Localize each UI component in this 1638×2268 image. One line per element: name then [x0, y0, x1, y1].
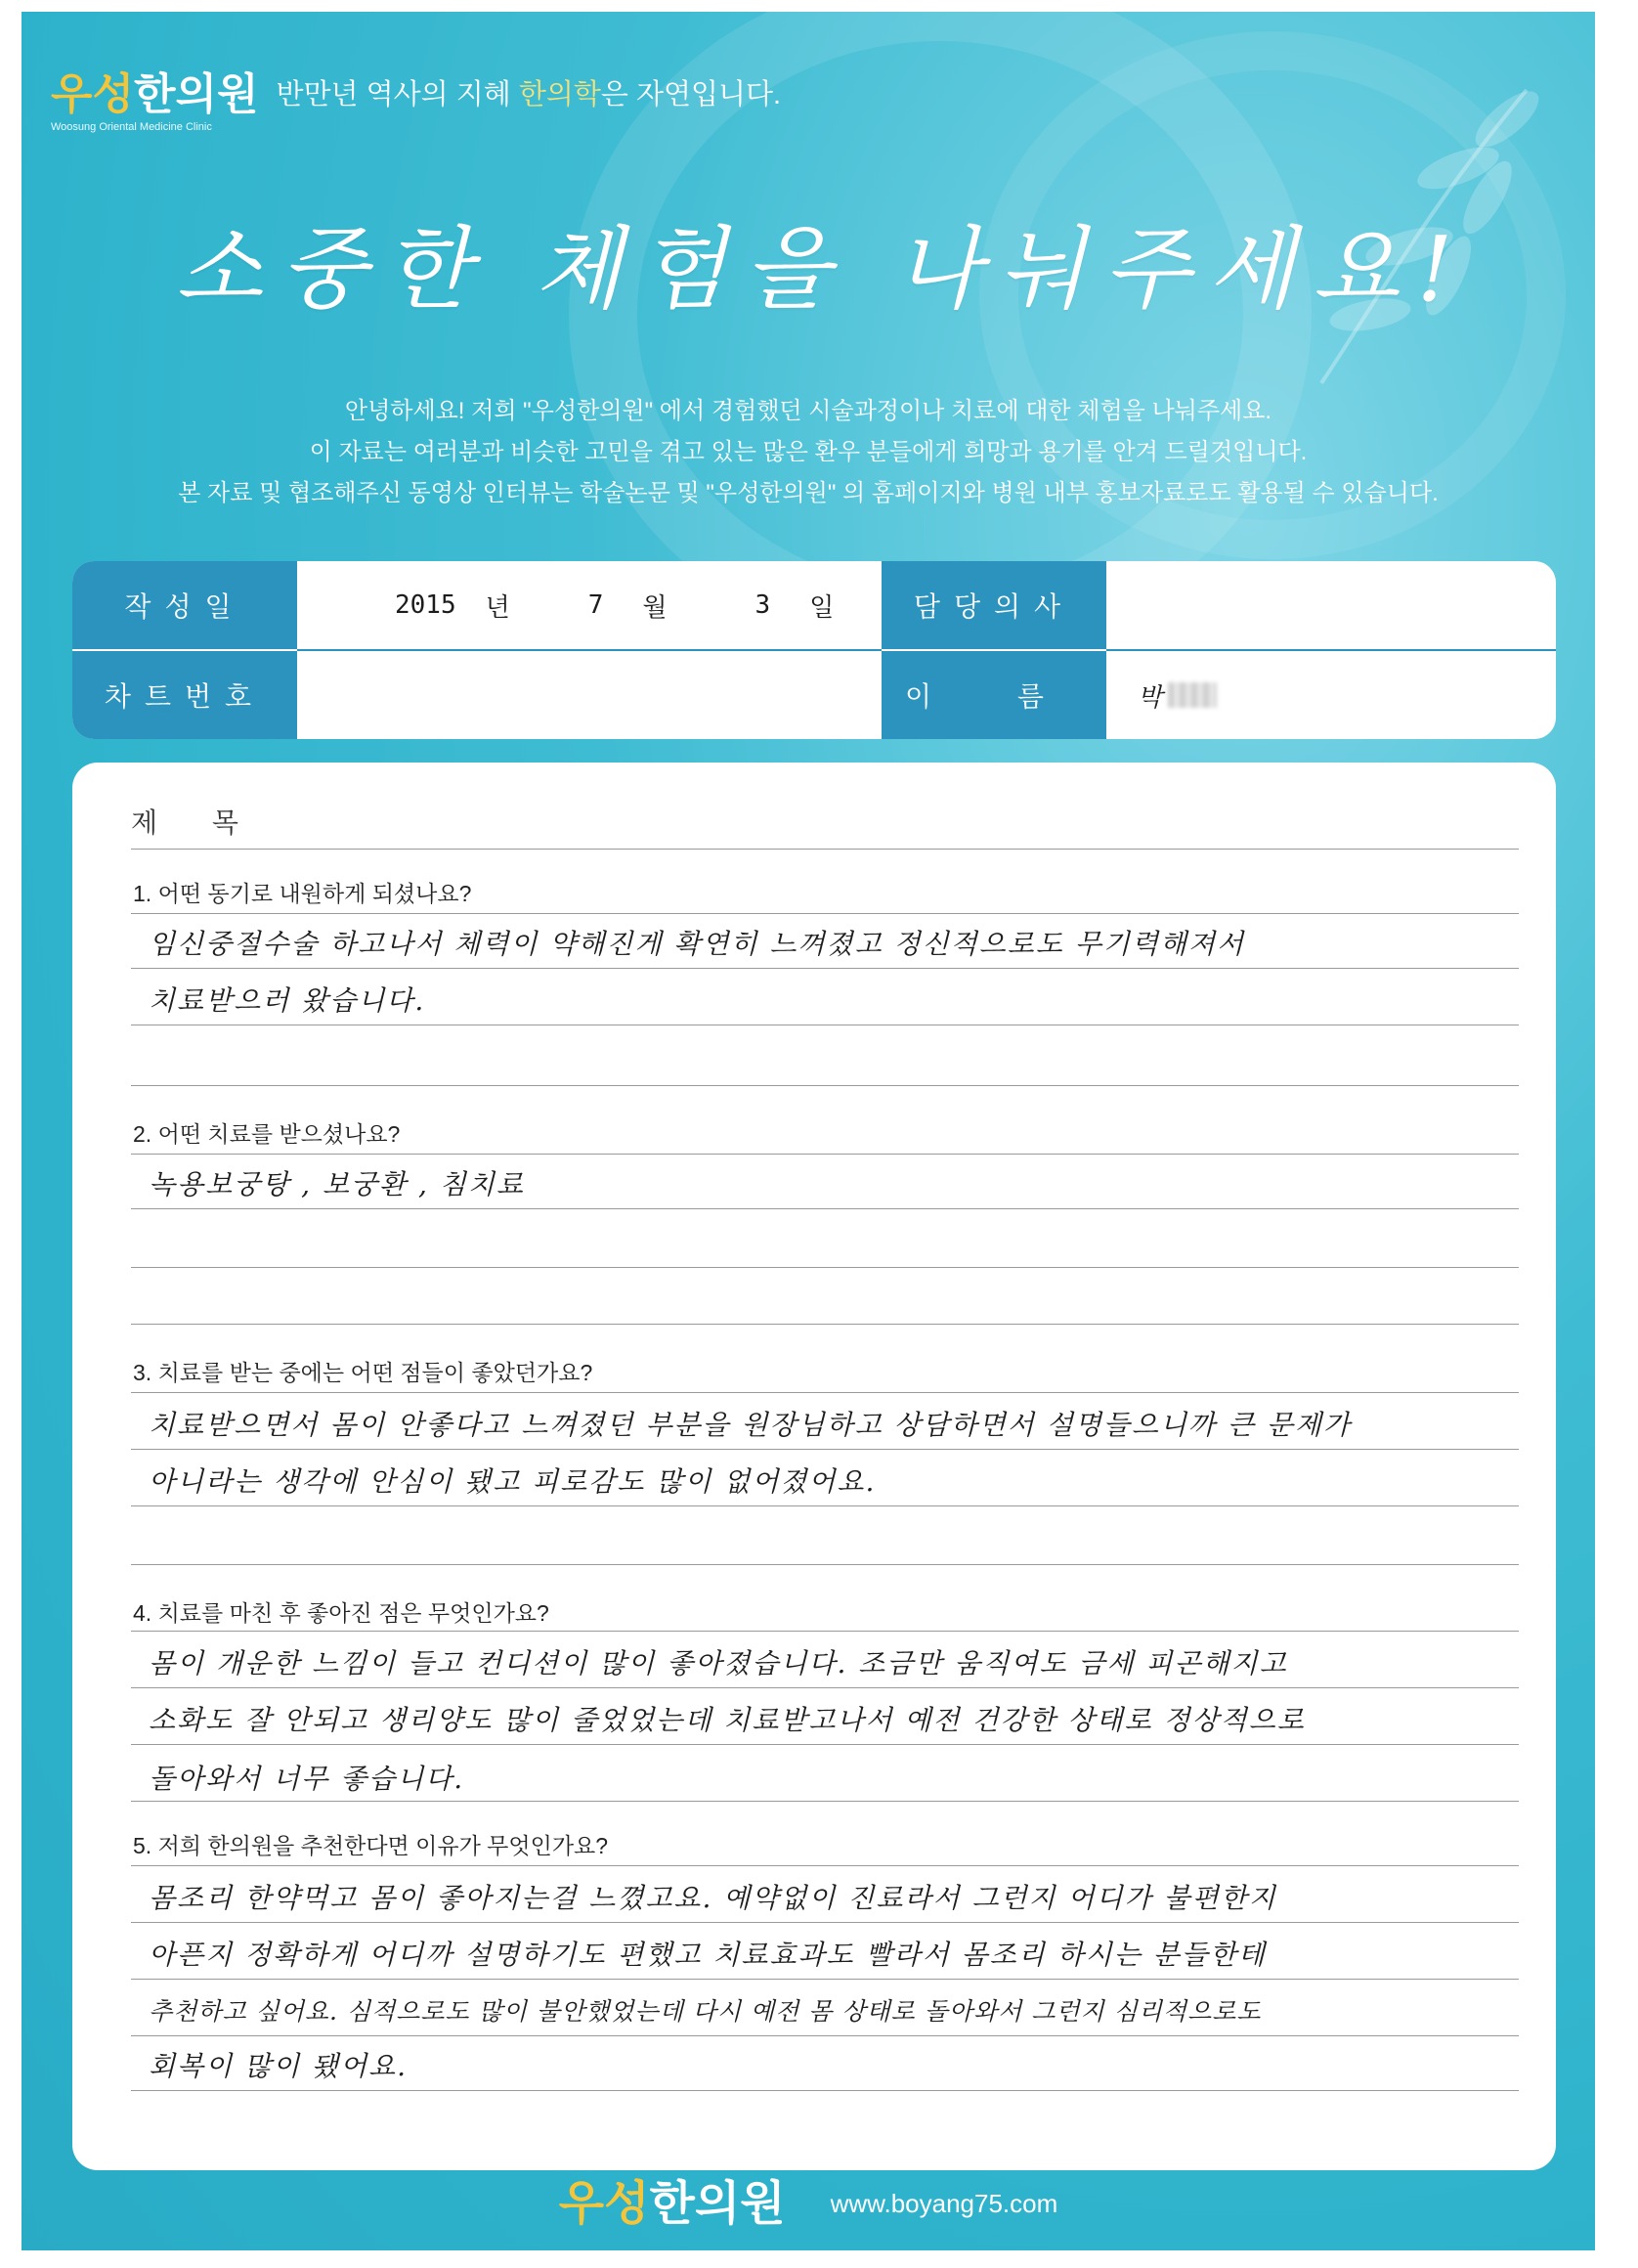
date-field[interactable]: [395, 583, 834, 628]
ruled-line: [131, 1449, 1519, 1450]
date-year: 2015: [395, 590, 456, 620]
ruled-line: [131, 1631, 1519, 1632]
ruled-line: [131, 1865, 1519, 1866]
header: [51, 69, 782, 119]
ruled-line: [131, 1505, 1519, 1506]
answer-5-line-1[interactable]: 몸조리 한약먹고 몸이 좋아지는걸 느꼈고요. 예약없이 진료라서 그런지 어디가 불편한지: [149, 1882, 1277, 1914]
slogan-accent: 한의학: [518, 79, 601, 110]
slogan: [277, 72, 782, 116]
logo-subtitle: Woosung Oriental Medicine Clinic: [51, 121, 212, 133]
logo-main-text: 한의원: [649, 2176, 786, 2231]
questionnaire-panel: [72, 763, 1556, 2170]
ruled-line: [131, 1564, 1519, 1565]
name-value: 박: [1138, 682, 1163, 713]
ruled-line: [131, 1801, 1519, 1802]
footer-logo: [558, 2176, 786, 2231]
slogan-part: 반만년 역사의 지혜: [276, 79, 519, 110]
intro-line: 본 자료 및 협조해주신 동영상 인터뷰는 학술논문 및 "우성한의원" 의 홈페이지와 병원 내부 홍보자료로도 활용될 수 있습니다.: [178, 480, 1439, 506]
question-1: 1. 어떤 동기로 내원하게 되셨나요?: [133, 881, 472, 906]
date-label: 작성일: [72, 561, 297, 649]
date-month: 7: [587, 590, 604, 620]
question-3: 3. 치료를 받는 중에는 어떤 점들이 좋았던가요?: [133, 1360, 593, 1385]
name-label: 이 름: [882, 651, 1106, 739]
ruled-line: [131, 1979, 1519, 1980]
intro-text: [80, 391, 1536, 514]
answer-3-line-1[interactable]: 치료받으면서 몸이 안좋다고 느껴졌던 부분을 원장님하고 상담하면서 설명들으니까 큰 문제가: [149, 1409, 1352, 1441]
answer-4-line-1[interactable]: 몸이 개운한 느낌이 들고 컨디션이 많이 좋아졌습니다. 조금만 움직여도 금세 피곤해지고: [149, 1647, 1288, 1679]
info-table: [72, 561, 1556, 739]
year-unit: 년: [485, 591, 510, 622]
intro-line: 안녕하세요! 저희 "우성한의원" 에서 경험했던 시술과정이나 치료에 대한 체험을 나눠주세요.: [344, 398, 1272, 424]
answer-5-line-2[interactable]: 아픈지 정확하게 어디까 설명하기도 편했고 치료효과도 빨라서 몸조리 하시는 분들한테: [149, 1939, 1267, 1971]
doctor-label: 담당의사: [882, 561, 1106, 649]
answer-3-line-2[interactable]: 아니라는 생각에 안심이 됐고 피로감도 많이 없어졌어요.: [149, 1465, 877, 1498]
ruled-line: [131, 1267, 1519, 1268]
divider: [297, 649, 882, 651]
ruled-line: [131, 913, 1519, 914]
divider: [1106, 649, 1556, 651]
ruled-line: [131, 1324, 1519, 1325]
ruled-line: [131, 1154, 1519, 1155]
main-title: 소중한 체험을 나눠주세요!: [175, 217, 1471, 322]
ruled-line: [131, 968, 1519, 969]
ruled-line: [131, 1687, 1519, 1688]
ruled-line: [131, 1744, 1519, 1745]
ruled-line: [131, 2035, 1519, 2036]
answer-5-line-3[interactable]: 추천하고 싶어요. 심적으로도 많이 불안했었는데 다시 예전 몸 상태로 돌아와서 그런지 심리적으로도: [149, 1997, 1262, 2026]
answer-4-line-3[interactable]: 돌아와서 너무 좋습니다.: [149, 1763, 465, 1795]
chart-number-label: 차트번호: [72, 651, 297, 739]
question-4: 4. 치료를 마친 후 좋아진 점은 무엇인가요?: [133, 1600, 549, 1626]
answer-5-line-4[interactable]: 회복이 많이 됐어요.: [149, 2050, 409, 2082]
name-field[interactable]: [1138, 673, 1217, 718]
slogan-part: 은 자연입니다.: [600, 79, 782, 110]
ruled-line: [131, 1208, 1519, 1209]
day-unit: 일: [809, 591, 835, 622]
ruled-line: [131, 1392, 1519, 1393]
intro-line: 이 자료는 여러분과 비슷한 고민을 겪고 있는 많은 환우 분들에게 희망과 용기를 안겨 드릴것입니다.: [309, 439, 1308, 465]
experience-form-sheet: [22, 12, 1595, 2250]
subject-label: 제 목: [131, 807, 262, 838]
answer-1-line-1[interactable]: 임신중절수술 하고나서 체력이 약해진게 확연히 느껴졌고 정신적으로도 무기력해져서: [149, 928, 1246, 960]
footer: [22, 2176, 1595, 2231]
redacted-name-blur: [1168, 682, 1217, 708]
website-url[interactable]: www.boyang75.com: [830, 2188, 1058, 2218]
ruled-line: [131, 1085, 1519, 1086]
month-unit: 월: [642, 591, 668, 622]
date-day: 3: [754, 590, 771, 620]
clinic-logo: [51, 69, 259, 119]
logo-accent-text: 우성: [51, 69, 135, 119]
logo-accent-text: 우성: [558, 2176, 650, 2231]
ruled-line: [131, 1922, 1519, 1923]
answer-1-line-2[interactable]: 치료받으러 왔습니다.: [149, 984, 426, 1017]
ruled-line: [131, 2090, 1519, 2091]
logo-main-text: 한의원: [134, 69, 259, 119]
answer-4-line-2[interactable]: 소화도 잘 안되고 생리양도 많이 줄었었는데 치료받고나서 예전 건강한 상태로 정상적으로: [149, 1704, 1306, 1736]
question-5: 5. 저희 한의원을 추천한다면 이유가 무엇인가요?: [133, 1833, 609, 1858]
question-2: 2. 어떤 치료를 받으셨나요?: [133, 1121, 401, 1147]
ruled-line: [131, 849, 1519, 850]
answer-2-line-1[interactable]: 녹용보궁탕 , 보궁환 , 침치료: [149, 1168, 525, 1200]
